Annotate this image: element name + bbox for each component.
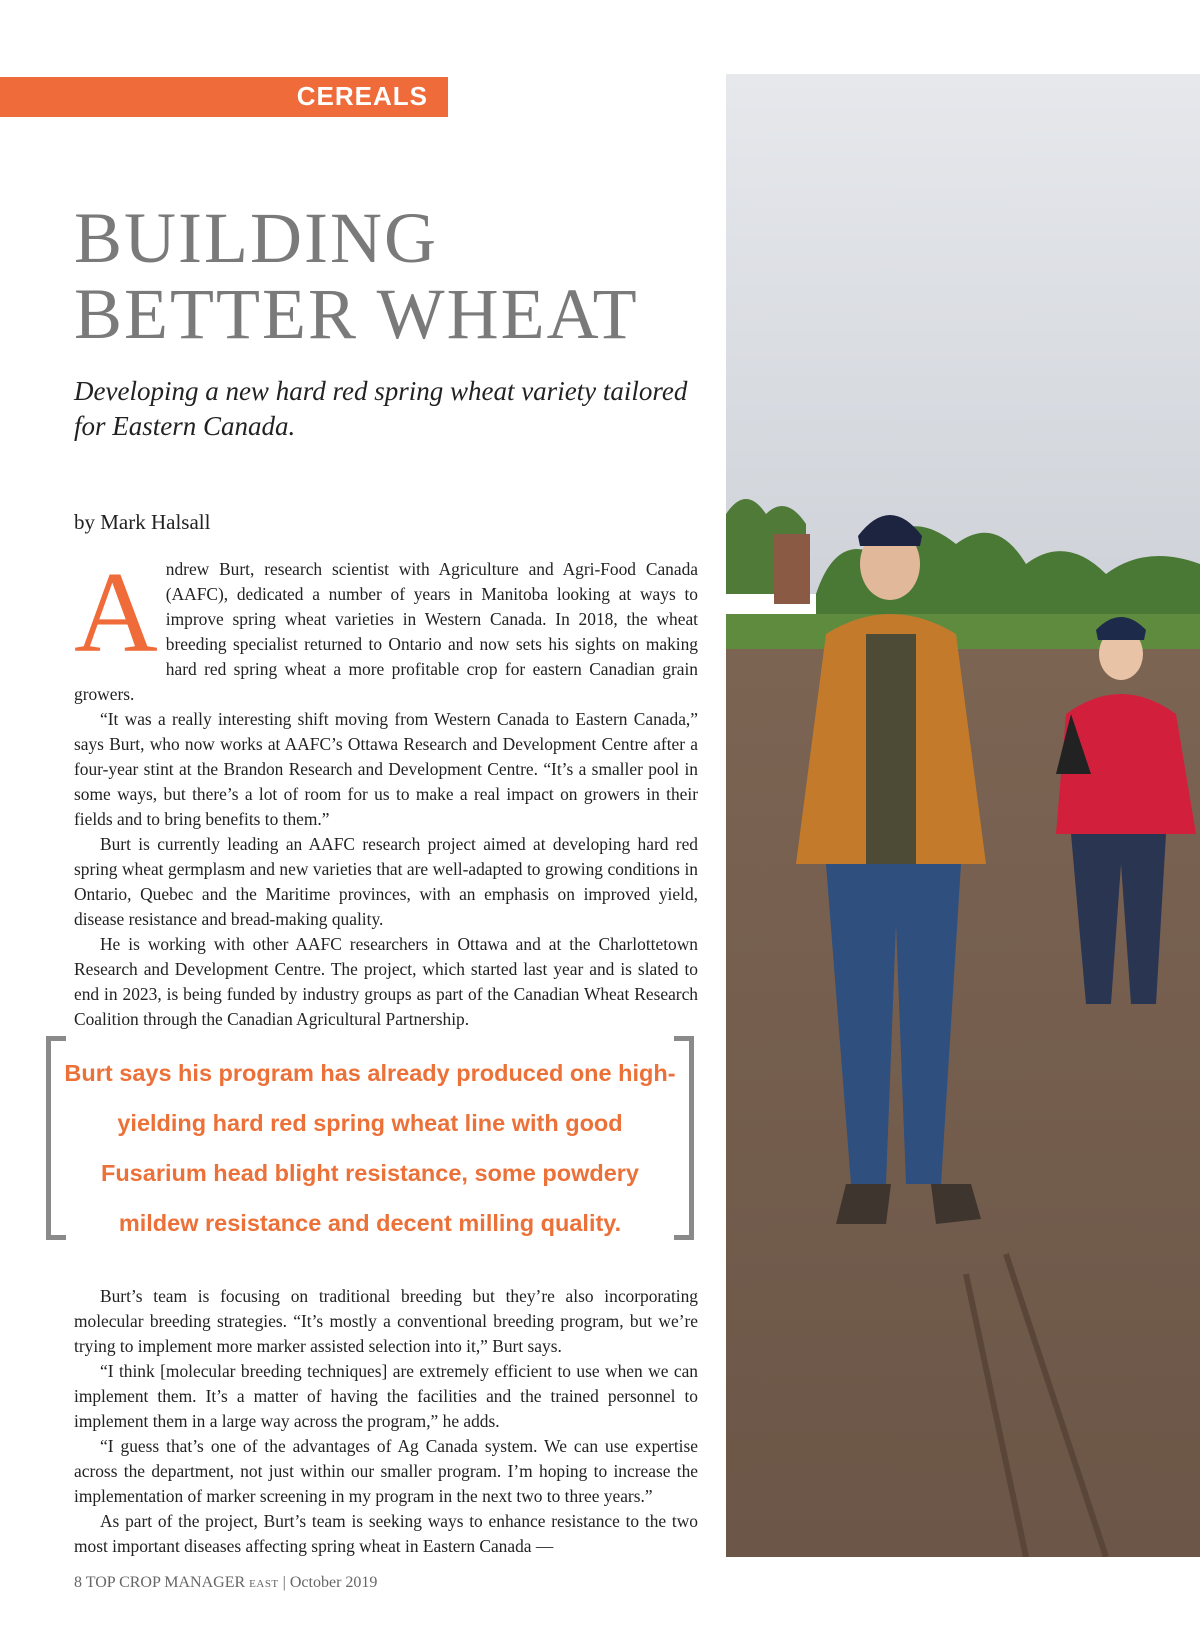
pull-quote-text: Burt says his program has already produced one high-yielding hard red spring wheat line with good Fusarium head blight resistance, some powdery mildew resistance and decent milling quality. — [64, 1060, 676, 1236]
page-footer — [74, 1574, 377, 1592]
paragraph-3: Burt is currently leading an AAFC research project aimed at developing hard red spring wheat germplasm and new varieties that are well-adapted to growing conditions in Ontario, Quebec and the Maritime provinces, with an emphasis on improved yield, disease resistance and bread-making quality. — [74, 834, 698, 929]
issue-date: October 2019 — [289, 1574, 378, 1591]
section-label: CEREALS — [296, 81, 428, 111]
distant-building — [774, 534, 810, 604]
paragraph-6: “I think [molecular breeding techniques] are extremely efficient to use when we can implement them. It’s a matter of having the facilities and the trained personnel to implement them in a large way across the program,” he adds. — [74, 1361, 698, 1431]
paragraph-7: “I guess that’s one of the advantages of Ag Canada system. We can use expertise across the department, not just within our smaller program. I’m hoping to increase the implementation of marker screening in my program in the next two to three years.” — [74, 1436, 698, 1506]
article-body-bottom — [74, 1284, 698, 1559]
drop-cap: A — [74, 549, 158, 677]
headline-line-2: BETTER WHEAT — [74, 274, 639, 354]
article-body-top — [74, 549, 698, 1032]
deck-line-1: Developing a new hard red spring wheat variety tailored — [74, 376, 688, 406]
page-number: 8 — [74, 1574, 82, 1591]
footer-separator: | — [282, 1574, 286, 1591]
magazine-name: TOP CROP MANAGER — [85, 1574, 246, 1591]
deck-line-2: for Eastern Canada. — [74, 411, 296, 441]
byline: by Mark Halsall — [74, 510, 211, 534]
section-banner — [0, 77, 448, 117]
magazine-edition: EAST — [249, 1578, 279, 1590]
paragraph-1 — [74, 549, 698, 707]
paragraph-2: “It was a really interesting shift moving from Western Canada to Eastern Canada,” says Burt, who now works at AAFC’s Ottawa Research and Development Centre after a four-year stint at the Brandon Research and Development Centre. “It’s a smaller pool in some ways, but there’s a lot of room for us to make a real impact on growers in their fields and to bring benefits to them.” — [74, 709, 698, 829]
paragraph-4: He is working with other AAFC researchers in Ottawa and at the Charlottetown Research and Development Centre. The project, which started last year and is slated to end in 2023, is being funded by industry groups as part of the Canadian Wheat Research Coalition through the Canadian Agricultural Partnership. — [74, 934, 698, 1029]
field-photo — [726, 74, 1200, 1557]
article-deck — [74, 374, 694, 444]
article-headline — [74, 200, 694, 352]
paragraph-1-text: ndrew Burt, research scientist with Agriculture and Agri-Food Canada (AAFC), dedicated a number of years in Manitoba looking at ways to improve spring wheat varieties in Western Canada. In 2018, the wheat breeding specialist returned to Ontario and now sets his sights on making hard red spring wheat a more profitable crop for eastern Canadian grain growers. — [74, 559, 698, 704]
paragraph-5: Burt’s team is focusing on traditional breeding but they’re also incorporating molecular breeding strategies. “It’s mostly a conventional breeding program, but we’re trying to implement more marker assisted selection into it,” Burt says. — [74, 1286, 698, 1356]
headline-line-1: BUILDING — [74, 198, 438, 278]
pull-quote — [46, 1036, 694, 1240]
paragraph-8: As part of the project, Burt’s team is seeking ways to enhance resistance to the two most important diseases affecting spring wheat in Eastern Canada — — [74, 1511, 698, 1556]
